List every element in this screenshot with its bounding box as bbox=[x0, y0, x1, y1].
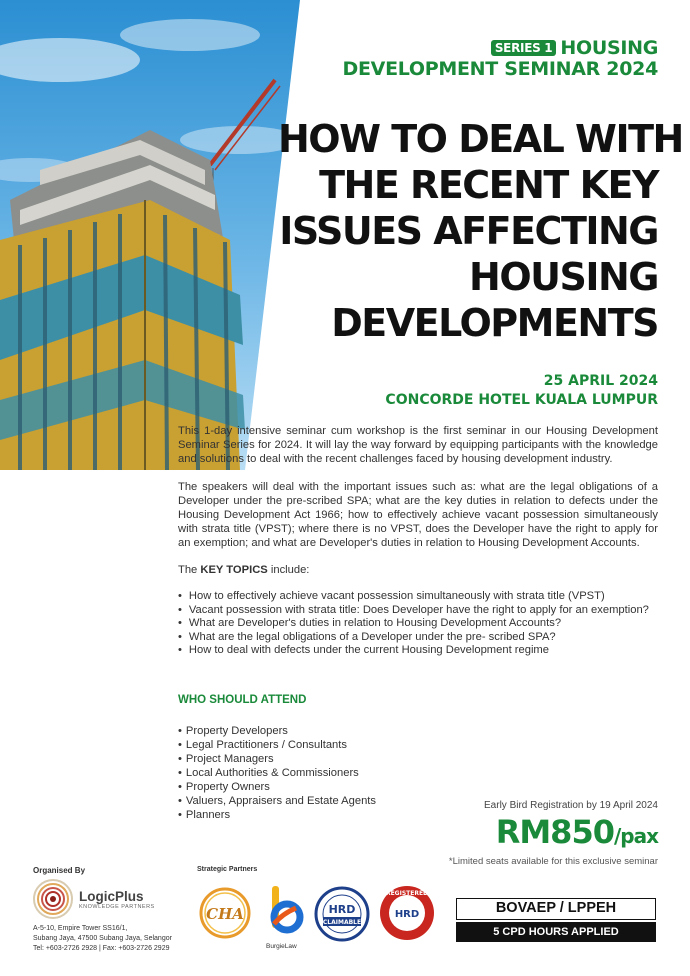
hrd-claimable-label: CLAIMABLE bbox=[322, 919, 362, 926]
early-bird-note: Early Bird Registration by 19 April 2024 bbox=[484, 800, 658, 811]
cpd-hours-label: 5 CPD HOURS APPLIED bbox=[456, 922, 656, 942]
main-title-line: ISSUES AFFECTING bbox=[279, 209, 658, 253]
topic-item: • What are Developer's duties in relation to Housing Development Accounts? bbox=[178, 617, 658, 631]
speakers-paragraph: The speakers will deal with the important issues such as: what are the legal obligations of a Developer under the pre-scribed SPA; what are the key duties in relation to defects under the Housing Development Act 1966; how to effectively achieve vacant possession simultaneously with strata title (VPST); where there is no VPST, does the Developer have the right to apply for an exemption; and what are Developer's duties in relation to Housing Development Accounts. bbox=[178, 481, 658, 549]
event-venue: CONCORDE HOTEL KUALA LUMPUR bbox=[385, 392, 658, 408]
key-topics-list bbox=[178, 590, 658, 658]
series-badge: SERIES 1 bbox=[491, 40, 557, 56]
intro-paragraph: This 1-day intensive seminar cum workshop is the first seminar in our Housing Development Seminar Series for 2024. It will lay the way forward by equipping participants with the knowledge and solutions to deal with the recent challenges faced by housing development industry. bbox=[178, 425, 658, 465]
main-title-line: HOW TO DEAL WITH bbox=[278, 117, 683, 161]
price-unit: /pax bbox=[613, 824, 658, 848]
key-topics-suffix: include: bbox=[267, 564, 310, 576]
organizer-address bbox=[33, 924, 172, 954]
topic-item: • What are the legal obligations of a Developer under the pre- scribed SPA? bbox=[178, 631, 658, 645]
seminar-series-heading bbox=[343, 38, 658, 80]
event-info bbox=[385, 372, 658, 410]
contact-line: Tel: +603-2726 2928 | Fax: +603-2726 2929 bbox=[33, 945, 170, 952]
who-should-attend-heading: WHO SHOULD ATTEND bbox=[178, 694, 307, 706]
main-title bbox=[278, 116, 683, 346]
hrd-registered-label: REGISTERED bbox=[385, 890, 429, 897]
topic-item: • How to effectively achieve vacant possession simultaneously with strata title (VPST) bbox=[178, 590, 658, 604]
topic-item: • How to deal with defects under the current Housing Development regime bbox=[178, 644, 658, 658]
price bbox=[496, 812, 658, 856]
attendee-item: • Property Developers bbox=[178, 724, 376, 738]
series-title-line-2: DEVELOPMENT SEMINAR 2024 bbox=[342, 58, 658, 80]
burgielaw-name: BurgieLaw bbox=[266, 943, 297, 950]
organised-by-label: Organised By bbox=[33, 866, 86, 875]
key-topics-prefix: The bbox=[178, 564, 201, 576]
main-title-line: THE RECENT KEY bbox=[319, 163, 658, 207]
attendee-item: • Valuers, Appraisers and Estate Agents bbox=[178, 794, 376, 808]
hrd-corp-registered-badge bbox=[378, 884, 436, 942]
hrd-corp-label: HRD bbox=[328, 903, 356, 916]
cha-partner-name: CHA bbox=[206, 905, 244, 923]
hrd-corp-label-2: HRD bbox=[394, 909, 420, 920]
organizer-tagline: KNOWLEDGE PARTNERS bbox=[79, 903, 155, 910]
series-title-line-1: HOUSING bbox=[560, 37, 658, 59]
attendee-item: • Planners bbox=[178, 808, 376, 822]
address-line: Subang Jaya, 47500 Subang Jaya, Selangor bbox=[33, 935, 172, 942]
key-topics-intro bbox=[178, 563, 658, 577]
limited-seats-note: *Limited seats available for this exclusive seminar bbox=[448, 856, 658, 867]
strategic-partners-label: Strategic Partners bbox=[197, 866, 258, 873]
key-topics-bold: KEY TOPICS bbox=[200, 564, 268, 576]
price-amount: RM850 bbox=[495, 813, 614, 851]
hero-building-image bbox=[0, 0, 300, 470]
cha-partner-logo bbox=[194, 884, 256, 946]
attendee-item: • Legal Practitioners / Consultants bbox=[178, 738, 376, 752]
address-line: A-5-10, Empire Tower SS16/1, bbox=[33, 925, 128, 932]
attendee-item: • Local Authorities & Commissioners bbox=[178, 766, 376, 780]
bovaep-label: BOVAEP / LPPEH bbox=[456, 898, 656, 920]
main-title-line: DEVELOPMENTS bbox=[331, 301, 658, 345]
organizer-name: LogicPlus bbox=[79, 888, 144, 904]
event-date: 25 APRIL 2024 bbox=[543, 373, 658, 389]
attendee-list bbox=[178, 724, 376, 822]
burgielaw-logo bbox=[266, 884, 306, 940]
topic-item: • Vacant possession with strata title: Does Developer have the right to apply for an exemption? bbox=[178, 604, 658, 618]
logicplus-logo bbox=[33, 879, 155, 919]
main-title-line: HOUSING bbox=[469, 255, 658, 299]
hrd-corp-claimable-badge bbox=[314, 886, 370, 942]
attendee-item: • Property Owners bbox=[178, 780, 376, 794]
attendee-item: • Project Managers bbox=[178, 752, 376, 766]
logicplus-logo-icon bbox=[33, 879, 73, 919]
